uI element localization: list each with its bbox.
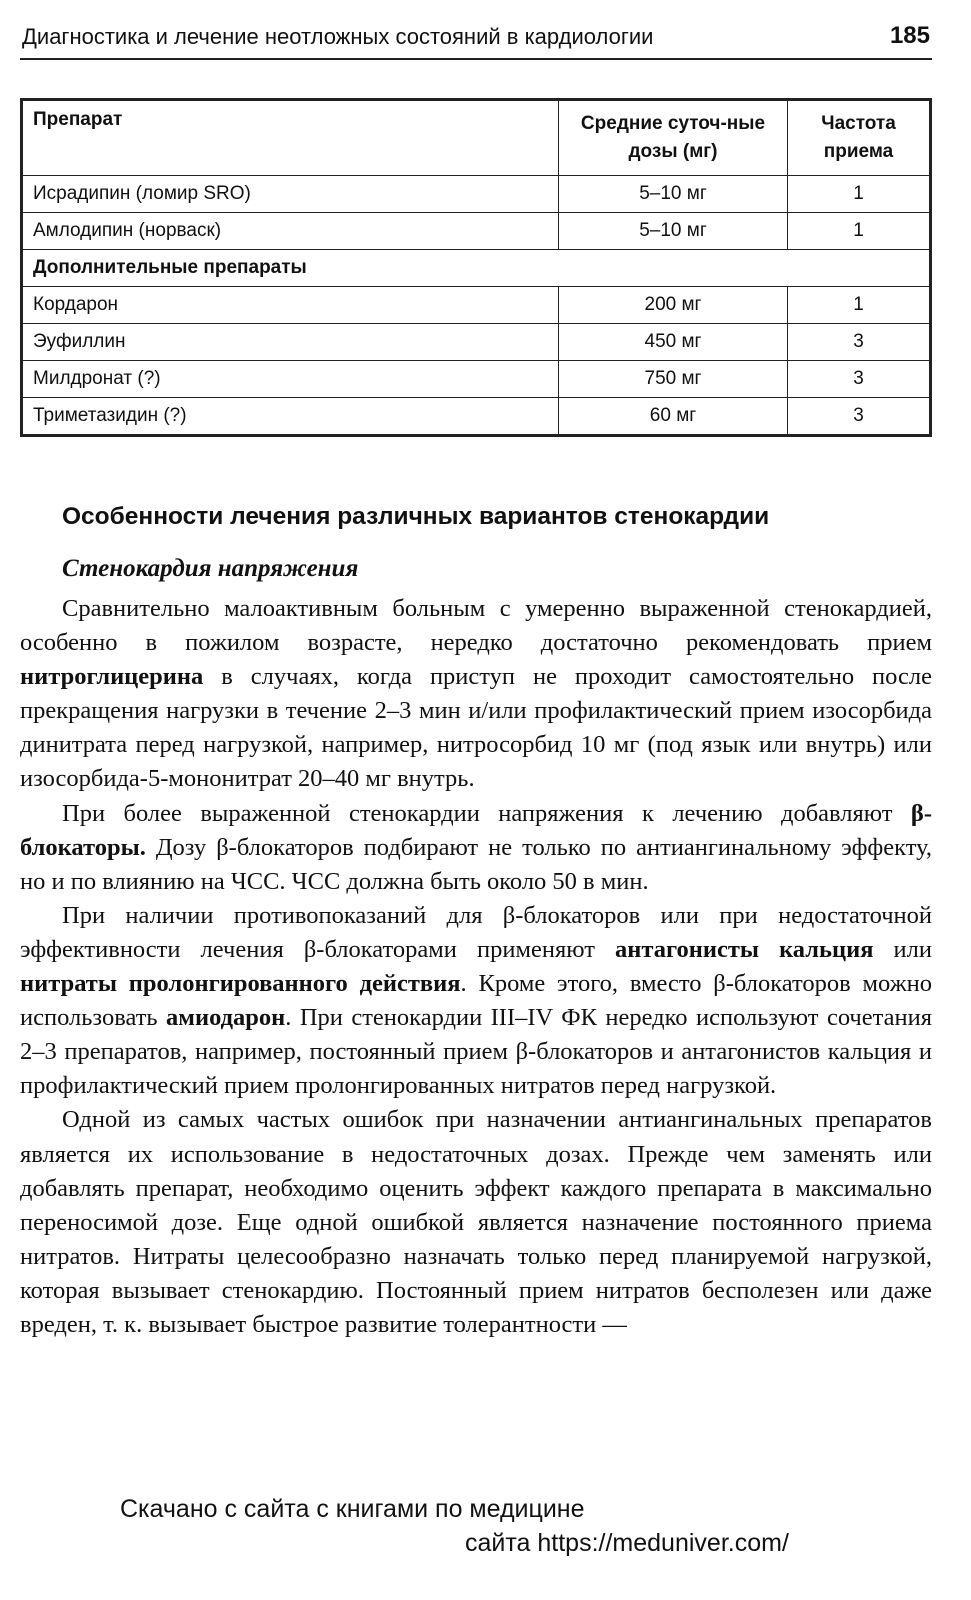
table-row [22,287,931,324]
paragraph [20,797,932,899]
column-header-dose: Средние суточ-ные дозы (мг) [559,100,788,176]
text-run: . Кроме этого, вместо β-блокаторов можно использовать [20,970,932,1032]
table-row [22,398,931,436]
text-run: Сравнительно малоактивным больным с умеренно выраженной стенокардией, особенно в пожилом возрасте, нередко достаточно рекомендовать прием [20,595,932,657]
running-title: Диагностика и лечение неотложных состояний в кардиологии [22,24,654,49]
paragraph [20,592,932,797]
frequency-cell: 1 [788,176,931,213]
bold-term: нитраты пролонгированного действия [20,970,461,998]
table-row [22,176,931,213]
text-run: При наличии противопоказаний для β-блокаторов или при недостаточной эффективности лечения β-блокаторами применяют [20,901,932,963]
column-header-drug: Препарат [22,100,559,176]
frequency-cell: 3 [788,324,931,361]
text-run: . При стенокардии III–IV ФК нередко используют сочетания 2–3 препаратов, например, постоянный прием β-блокаторов и антагонистов кальция и профилактический прием пролонгированных нитратов перед нагрузкой. [20,1004,933,1100]
table-header-row [22,100,931,176]
frequency-cell: 3 [788,398,931,436]
watermark-link[interactable]: сайта https://meduniver.com/ [465,1529,789,1557]
table-row [22,361,931,398]
frequency-cell: 1 [788,287,931,324]
text-run: или [873,935,932,963]
bold-term: амиодарон [166,1004,286,1032]
dose-cell: 5–10 мг [559,213,788,250]
page-header [20,20,932,60]
section-heading: Особенности лечения различных вариантов стенокардии [62,503,770,530]
dose-cell: 750 мг [559,361,788,398]
dose-cell: 450 мг [559,324,788,361]
page-number: 185 [889,22,930,49]
subsection-heading: Стенокардия напряжения [62,555,359,582]
paragraph: Одной из самых частых ошибок при назначении антиангинальных препаратов является их использование в недостаточных дозах. Прежде чем заменять или добавлять препарат, необходимо оценить эффект каждого препарата в максимально переносимой дозе. Еще одной ошибкой является назначение постоянного приема нитратов. Нитраты целесообразно назначать только перед планируемой нагрузкой, которая вызывает стенокардию. Постоянный прием нитратов бесполезен или даже вреден, т. к. вызывает быстрое развитие толерантности — [20,1106,932,1338]
subheader-cell: Дополнительные препараты [22,250,931,287]
drug-cell: Амлодипин (норваск) [22,213,559,250]
bold-term: β-блокаторы. [20,799,932,861]
drug-cell: Исрадипин (ломир SRO) [22,176,559,213]
dose-cell: 60 мг [559,398,788,436]
column-header-frequency: Частота приема [788,100,931,176]
drug-cell: Милдронат (?) [22,361,559,398]
table-row [22,324,931,361]
drug-dose-table [20,98,932,437]
watermark [0,1495,971,1600]
table-subheader-row [22,250,931,287]
text-run: в случаях, когда приступ не проходит самостоятельно после прекращения нагрузки в течение 2–3 мин и/или профилактический прием изосорбида динитрата перед нагрузкой, например, нитросорбид 10 мг (под язык или внутрь) или изосорбида-5-мононитрат 20–40 мг внутрь. [20,663,932,793]
frequency-cell: 3 [788,361,931,398]
frequency-cell: 1 [788,213,931,250]
text-run: При более выраженной стенокардии напряжения к лечению добавляют [62,799,911,827]
watermark-line-1: Скачано с сайта с книгами по медицине [120,1495,585,1523]
drug-cell: Триметазидин (?) [22,398,559,436]
bold-term: нитроглицерина [20,663,204,691]
body-text [20,592,932,1342]
drug-cell: Эуфиллин [22,324,559,361]
drug-cell: Кордарон [22,287,559,324]
paragraph [20,899,932,1104]
dose-cell: 5–10 мг [559,176,788,213]
bold-term: антагонисты кальция [615,935,874,963]
text-run: Дозу β-блокаторов подбирают не только по антиангинальному эффекту, но и по влиянию на ЧСС. ЧСС должна быть около 50 в мин. [20,833,932,895]
table-row [22,213,931,250]
dose-cell: 200 мг [559,287,788,324]
